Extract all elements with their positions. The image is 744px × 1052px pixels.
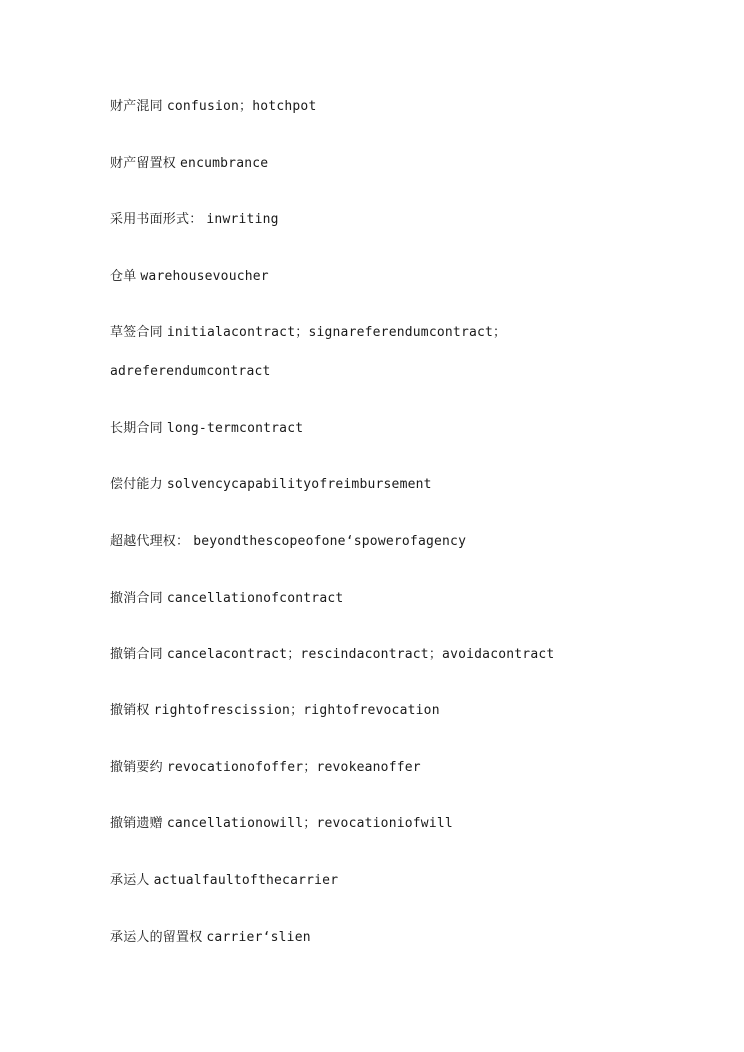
- chinese-term: 承运人: [110, 873, 150, 888]
- entry-line: [110, 156, 268, 172]
- entry-line: [110, 703, 440, 719]
- english-term: long-termcontract: [166, 421, 304, 436]
- entry-line: [110, 816, 453, 832]
- english-term: inwriting: [206, 212, 279, 227]
- entry-continuation: [110, 364, 271, 380]
- english-term: carrier‘slien: [206, 930, 311, 945]
- english-term: cancelacontract；rescindacontract；avoidacontract: [166, 647, 555, 662]
- chinese-term: 财产留置权: [110, 156, 177, 171]
- chinese-term: 财产混同: [110, 99, 163, 114]
- chinese-term: 撤销要约: [110, 760, 163, 775]
- chinese-term: 承运人的留置权: [110, 930, 203, 945]
- english-term: revocationofoffer；revokeanoffer: [166, 760, 421, 775]
- chinese-term: 长期合同: [110, 421, 163, 436]
- entry-line: [110, 760, 421, 776]
- english-term: rightofrescission；rightofrevocation: [153, 703, 440, 718]
- chinese-term: 仓单: [110, 269, 137, 284]
- entry-line: [110, 591, 343, 607]
- chinese-term: 超越代理权：: [110, 534, 190, 549]
- entry-line: [110, 930, 311, 946]
- english-term: beyondthescopeofone‘spowerofagency: [193, 534, 467, 549]
- chinese-term: 草签合同: [110, 325, 163, 340]
- english-term-continued: adreferendumcontract: [110, 364, 271, 379]
- entry-line: [110, 647, 554, 663]
- entry-line: [110, 325, 506, 341]
- english-term: warehousevoucher: [140, 269, 269, 284]
- entry-line: [110, 534, 466, 550]
- entry-line: [110, 421, 303, 437]
- entry-line: [110, 477, 432, 493]
- english-term: actualfaultofthecarrier: [153, 873, 339, 888]
- english-term: encumbrance: [180, 156, 269, 171]
- english-term: cancellationowill；revocationiofwill: [166, 816, 453, 831]
- entry-line: [110, 99, 316, 115]
- chinese-term: 撤消合同: [110, 591, 163, 606]
- entry-line: [110, 873, 338, 889]
- chinese-term: 撤销权: [110, 703, 150, 718]
- english-term: solvencycapabilityofreimbursement: [166, 477, 432, 492]
- chinese-term: 撤销合同: [110, 647, 163, 662]
- chinese-term: 撤销遗赠: [110, 816, 163, 831]
- chinese-term: 采用书面形式：: [110, 212, 203, 227]
- chinese-term: 偿付能力: [110, 477, 163, 492]
- english-term: cancellationofcontract: [166, 591, 344, 606]
- entry-line: [110, 212, 279, 228]
- entry-line: [110, 269, 269, 285]
- english-term: initialacontract；signareferendumcontract；: [166, 325, 507, 340]
- english-term: confusion；hotchpot: [166, 99, 317, 114]
